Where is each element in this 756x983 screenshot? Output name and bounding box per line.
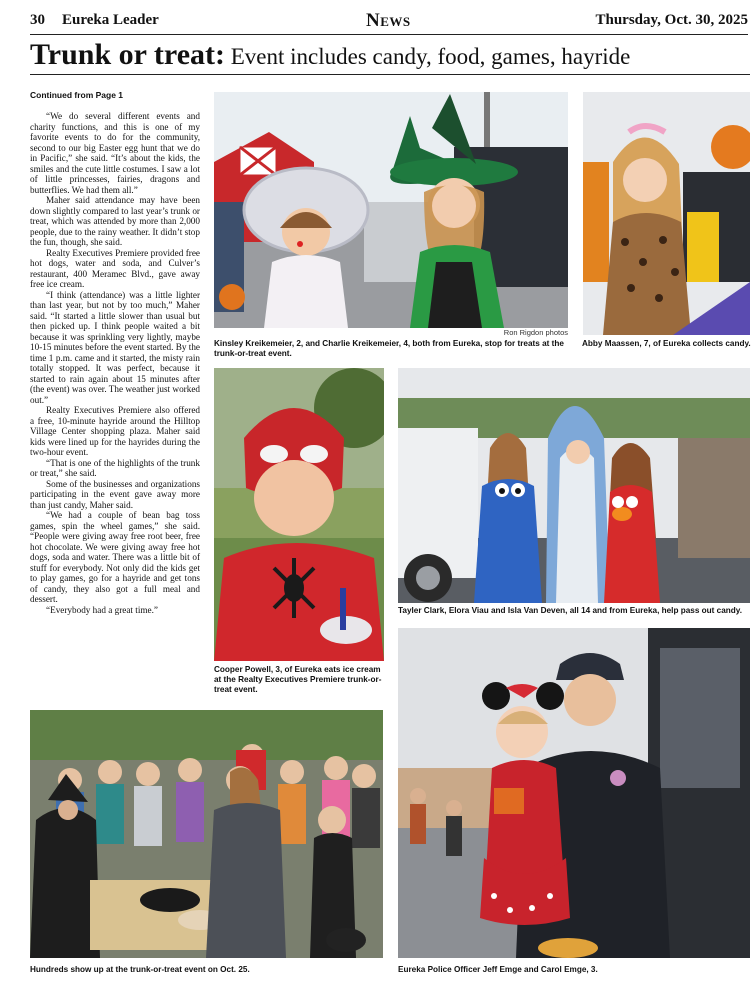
caption-crowd: Hundreds show up at the trunk-or-treat event on Oct. 25. [30, 965, 250, 974]
headline-sub: Event includes candy, food, games, hayride [225, 44, 631, 69]
photo-costumed-teens [398, 368, 750, 603]
continued-label: Continued from Page 1 [30, 90, 124, 100]
photo-kreikemeier-girls [214, 92, 568, 328]
headline-main: Trunk or treat: [30, 38, 225, 71]
headline [30, 38, 750, 75]
article-paragraph: Some of the businesses and organizations participating in the event gave away more than just candy, Maher said. [30, 478, 200, 510]
section-title: News [366, 10, 411, 31]
caption-teens: Tayler Clark, Elora Viau and Isla Van Deven, all 14 and from Eureka, help pass out candy. [398, 606, 743, 615]
photo-cooper-powell [214, 368, 384, 661]
article-paragraph: “We had a couple of bean bag toss games, spin the wheel games,” she said. “People were giving away free root beer, free hot chocolate. We were giving away free hot dogs, soda and water. There was a little bit of stuff for everybody. Not only did the kids get to play games, go for a hayride and get tons of candy, they also got a full meal and dessert. [30, 510, 200, 604]
photo-abby-maassen [583, 92, 750, 335]
newspaper-name: Eureka Leader [62, 12, 159, 28]
article-paragraph: Maher said attendance may have been down slightly compared to last year’s trunk or treat, which was attended by more than 2,000 people, due to the rainy weather. It didn’t stop the fun, though, she said. [30, 195, 200, 247]
issue-date: Thursday, Oct. 30, 2025 [595, 12, 748, 28]
caption-cooper: Cooper Powell, 3, of Eureka eats ice cream at the Realty Executives Premiere trunk-or-treat event. [214, 665, 382, 694]
caption-kreikemeier: Kinsley Kreikemeier, 2, and Charlie Kreikemeier, 4, both from Eureka, stop for treats at the trunk-or-treat event. [214, 339, 564, 358]
photo-officer-emge [398, 628, 750, 958]
article-paragraph: “We do several different events and charity functions, and this is one of my favorite events to do for the community, second to our big Easter egg hunt that we do in Pacific,” she said. “It’s about the kids, the smiles and the cute little costumes. I saw a lot of little princesses, fairies, dragons and butterflies. We had them all.” [30, 111, 200, 195]
photo-credit: Ron Rigdon photos [503, 328, 568, 337]
article-paragraph: Realty Executives Premiere also offered a free, 10-minute hayride around the Hilltop Village Center shopping plaza. Maher said kids were lined up for the hayrides during the two-hour event. [30, 405, 200, 457]
article-paragraph: “That is one of the highlights of the trunk or treat,” she said. [30, 457, 200, 478]
masthead [30, 10, 748, 35]
photo-crowd [30, 710, 383, 958]
article-body [30, 111, 200, 615]
article-paragraph: “Everybody had a great time.” [46, 604, 158, 615]
article-paragraph: Realty Executives Premiere provided free hot dogs, water and soda, and Culver’s restaurant, 400 Meramec Blvd., gave away free ice cream. [30, 247, 200, 289]
caption-abby: Abby Maassen, 7, of Eureka collects candy. [582, 339, 751, 348]
article-paragraph: “I think (attendance) was a little lighter than last year, but not by too much,” Maher said. “It started a little slower than usual but then picked up. I think people waited a bit because it was sprinkling very lightly, maybe 10-15 minutes before the event started. By the time 1 p.m. came and it started, the misty rain totally stopped. It was perfect, because it started to rain again about 15 minutes after (the event) was over. The weather just worked out.” [30, 289, 200, 405]
page-number: 30 [30, 12, 45, 28]
caption-officer: Eureka Police Officer Jeff Emge and Carol Emge, 3. [398, 965, 598, 974]
